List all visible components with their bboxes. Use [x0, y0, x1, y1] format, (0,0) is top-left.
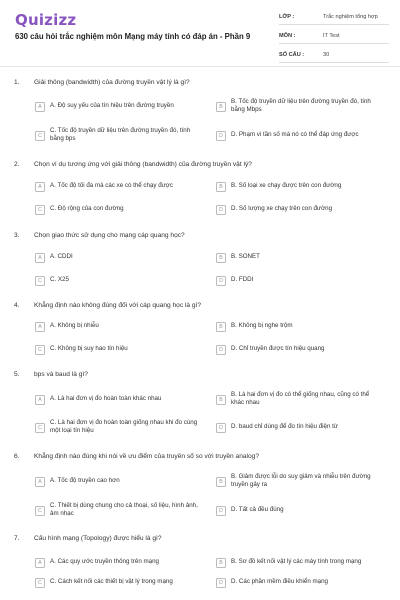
question-number: 3. [14, 232, 20, 239]
option-letter: A [35, 395, 45, 405]
option-letter: D [216, 205, 226, 215]
option-letter: D [216, 423, 226, 433]
worksheet-header [0, 0, 400, 67]
option-text: C. Độ rộng của con đường [50, 205, 124, 212]
option-text: B. Số loại xe chạy được trên con đường [231, 182, 342, 189]
option-text: B. Sơ đồ kết nối vật lý các máy tính trong mạng [231, 558, 362, 565]
option-letter: B [216, 477, 226, 487]
option-letter: B [216, 395, 226, 405]
option-text: A. CDDI [50, 253, 73, 260]
option-text: C. Là hai đơn vị đo hoàn toàn giống nhau khi đo cùng một loại tín hiệu [50, 419, 198, 434]
option-text: A. Các quy ước truyền thông trên mạng [50, 558, 159, 565]
meta-value: Trắc nghiệm tổng hợp [323, 14, 378, 20]
question-text: Chọn giao thức sử dụng cho mạng cáp quang học? [34, 232, 185, 239]
option-letter: C [35, 506, 45, 516]
option-text: C. Không bị suy hao tín hiệu [50, 345, 128, 352]
option-letter: D [216, 345, 226, 355]
option-text: C. X25 [50, 276, 69, 283]
option-text: D. Tất cả đều đúng [231, 506, 284, 513]
option-letter: B [216, 182, 226, 192]
option-text: D. FDDI [231, 276, 254, 283]
option-text: B. Không bị nghe trộm [231, 322, 293, 329]
option-letter: B [216, 558, 226, 568]
option-letter: C [35, 276, 45, 286]
option-letter: A [35, 477, 45, 487]
question-number: 1. [14, 79, 20, 86]
option-text: B. Tốc độ truyền dữ liệu trên đường truyền đó, tính bằng Mbps [231, 98, 371, 113]
question-text: bps và baud là gì? [34, 371, 88, 378]
meta-value: 30 [323, 52, 330, 58]
option-letter: B [216, 322, 226, 332]
option-letter: D [216, 276, 226, 286]
option-text: A. Là hai đơn vị đo hoàn toàn khác nhau [50, 395, 162, 402]
meta-value: IT Test [323, 33, 340, 39]
option-letter: A [35, 102, 45, 112]
option-text: A. Độ suy yếu của tín hiệu trên đường truyền [50, 102, 174, 109]
option-letter: A [35, 322, 45, 332]
question-text: Khẳng định nào đúng khi nói về ưu điểm của truyền số so với truyền analog? [34, 453, 260, 460]
option-text: C. Cách kết nối các thiết bị vật lý trong mạng [50, 578, 173, 585]
option-text: D. Các phần mềm điều khiển mạng [231, 578, 328, 585]
option-letter: D [216, 578, 226, 588]
option-letter: D [216, 506, 226, 516]
option-text: D. Số lượng xe chạy trên con đường [231, 205, 333, 212]
option-text: D. baud chỉ dùng để đo tín hiệu điện từ [231, 423, 339, 430]
question-number: 7. [14, 535, 20, 542]
meta-row-class [279, 10, 389, 25]
option-letter: D [216, 131, 226, 141]
question-text: Giải thông (bandwidth) của đường truyền vật lý là gì? [34, 79, 190, 86]
option-letter: B [216, 253, 226, 263]
option-text: C. Tốc độ truyền dữ liệu trên đường truyền đó, tính bằng bps [50, 127, 191, 142]
option-letter: C [35, 578, 45, 588]
question-number: 2. [14, 161, 20, 168]
meta-row-count [279, 48, 389, 63]
option-letter: C [35, 423, 45, 433]
page-title: 630 câu hỏi trắc nghiệm môn Mạng máy tính có đáp án - Phần 9 [15, 32, 251, 41]
option-text: D. Chỉ truyền được tín hiệu quang [231, 345, 325, 352]
option-letter: C [35, 205, 45, 215]
question-text: Chọn ví dụ tương ứng với giải thông (bandwidth) của đường truyền vật lý? [34, 161, 252, 168]
question-number: 5. [14, 371, 20, 378]
option-text: B. SONET [231, 253, 260, 260]
option-letter: A [35, 558, 45, 568]
option-text: B. Là hai đơn vị đo có thể giống nhau, cũng có thể khác nhau [231, 391, 370, 406]
meta-label: LỚP : [279, 14, 295, 20]
option-letter: B [216, 102, 226, 112]
option-text: D. Phạm vi tần số mà nó có thể đáp ứng được [231, 131, 359, 138]
question-text: Cấu hình mạng (Topology) được hiểu là gì? [34, 535, 162, 542]
option-text: A. Tốc độ tối đa mà các xe có thể chạy được [50, 182, 173, 189]
option-letter: C [35, 345, 45, 355]
question-number: 6. [14, 453, 20, 460]
question-number: 4. [14, 302, 20, 309]
option-text: C. Thiết bị dùng chung cho cả thoại, số liệu, hình ảnh, âm nhạc [50, 502, 198, 517]
option-letter: A [35, 253, 45, 263]
option-text: A. Tốc độ truyền cao hơn [50, 477, 120, 484]
meta-row-subject [279, 29, 389, 44]
meta-label: SỐ CÂU : [279, 52, 305, 58]
option-letter: C [35, 131, 45, 141]
option-letter: A [35, 182, 45, 192]
quizizz-logo: Quizizz [15, 11, 77, 29]
option-text: B. Giảm được lỗi do suy giảm và nhiễu trên đường truyền gây ra [231, 473, 371, 488]
meta-table [279, 10, 389, 67]
question-text: Khẳng định nào không đúng đối với cáp quang học là gì? [34, 302, 202, 309]
option-text: A. Không bị nhiễu [50, 322, 99, 329]
meta-label: MÔN : [279, 33, 296, 39]
